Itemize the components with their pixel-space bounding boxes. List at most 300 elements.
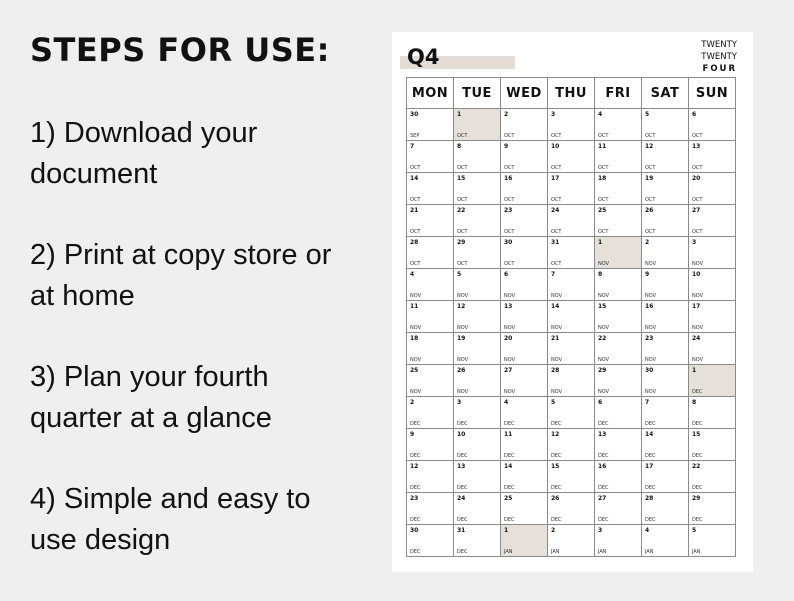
calendar-day-cell [407,205,454,237]
month-label: DEC [645,421,656,427]
calendar-day-cell [548,109,595,141]
calendar-week-row [407,173,736,205]
day-number: 12 [457,303,466,310]
calendar-day-cell [642,205,689,237]
day-number: 15 [551,463,560,470]
month-label: OCT [504,133,515,139]
weekday-mon: MON [407,78,454,109]
day-number: 26 [457,367,466,374]
day-number: 25 [504,495,513,502]
month-label: NOV [692,357,704,363]
month-label: DEC [692,485,703,491]
day-number: 24 [457,495,466,502]
day-number: 27 [692,207,701,214]
calendar-week-row [407,461,736,493]
calendar-day-cell [689,109,736,141]
day-number: 12 [645,143,654,150]
calendar-day-cell [595,237,642,269]
day-number: 7 [645,399,650,406]
year-label [701,39,737,75]
calendar-day-cell [548,397,595,429]
day-number: 17 [692,303,701,310]
day-number: 19 [645,175,654,182]
calendar-day-cell [642,173,689,205]
day-number: 23 [410,495,419,502]
month-label: OCT [457,133,468,139]
day-number: 9 [504,143,509,150]
day-number: 24 [551,207,560,214]
day-number: 9 [410,431,415,438]
month-label: JAN [598,549,607,555]
calendar-day-cell [689,205,736,237]
calendar-day-cell [501,429,548,461]
calendar-day-cell [595,141,642,173]
calendar-day-cell [407,173,454,205]
day-number: 2 [410,399,415,406]
month-label: OCT [551,197,562,203]
month-label: OCT [410,165,421,171]
day-number: 1 [692,367,697,374]
month-label: OCT [645,229,656,235]
weekday-header-row [407,78,736,109]
month-label: OCT [457,197,468,203]
day-number: 25 [598,207,607,214]
month-label: NOV [598,293,610,299]
calendar-day-cell [689,333,736,365]
month-label: DEC [645,453,656,459]
day-number: 16 [504,175,513,182]
month-label: DEC [410,485,421,491]
day-number: 31 [457,527,466,534]
calendar-day-cell [689,461,736,493]
calendar-day-cell [642,461,689,493]
calendar-day-cell [548,269,595,301]
day-number: 4 [645,527,650,534]
month-label: JAN [551,549,560,555]
month-label: NOV [457,293,469,299]
month-label: DEC [645,517,656,523]
calendar-day-cell [689,365,736,397]
calendar-day-cell [501,301,548,333]
month-label: DEC [504,453,515,459]
day-number: 3 [457,399,462,406]
calendar-day-cell [548,429,595,461]
month-label: OCT [645,197,656,203]
day-number: 14 [410,175,419,182]
month-label: OCT [598,165,609,171]
month-label: DEC [457,421,468,427]
steps-panel [30,30,380,601]
calendar-day-cell [501,333,548,365]
month-label: NOV [692,261,704,267]
calendar-week-row [407,141,736,173]
calendar-day-cell [595,365,642,397]
quarter-title: Q4 [407,45,440,69]
day-number: 6 [692,111,697,118]
month-label: NOV [551,389,563,395]
calendar-day-cell [501,269,548,301]
month-label: JAN [645,549,654,555]
calendar-day-cell [689,237,736,269]
day-number: 15 [692,431,701,438]
month-label: NOV [692,293,704,299]
calendar-day-cell [454,301,501,333]
weekday-sat: SAT [642,78,689,109]
calendar-day-cell [454,365,501,397]
month-label: NOV [551,293,563,299]
day-number: 11 [504,431,513,438]
day-number: 10 [457,431,466,438]
month-label: NOV [504,357,516,363]
day-number: 4 [410,271,415,278]
calendar-day-cell [407,109,454,141]
calendar-day-cell [454,269,501,301]
calendar-day-cell [642,333,689,365]
calendar-day-cell [642,109,689,141]
month-label: DEC [457,485,468,491]
month-label: DEC [457,549,468,555]
day-number: 18 [598,175,607,182]
day-number: 5 [457,271,462,278]
calendar-day-cell [407,429,454,461]
calendar-day-cell [595,109,642,141]
month-label: NOV [410,325,422,331]
day-number: 1 [598,239,603,246]
month-label: NOV [598,261,610,267]
day-number: 28 [410,239,419,246]
calendar-week-row [407,333,736,365]
calendar-day-cell [407,461,454,493]
day-number: 13 [457,463,466,470]
month-label: NOV [504,325,516,331]
calendar-week-row [407,493,736,525]
calendar-week-row [407,397,736,429]
day-number: 3 [598,527,603,534]
day-number: 5 [551,399,556,406]
weekday-tue: TUE [454,78,501,109]
day-number: 13 [504,303,513,310]
month-label: OCT [410,197,421,203]
month-label: DEC [457,517,468,523]
calendar-day-cell [548,237,595,269]
month-label: OCT [598,133,609,139]
calendar-day-cell [501,525,548,557]
month-label: OCT [504,261,515,267]
day-number: 17 [551,175,560,182]
month-label: DEC [692,389,703,395]
step-3: 3) Plan your fourth quarter at a glance [30,361,272,434]
steps-heading: STEPS FOR USE: [30,31,330,69]
day-number: 11 [598,143,607,150]
month-label: DEC [504,421,515,427]
calendar-day-cell [501,205,548,237]
calendar-day-cell [595,173,642,205]
month-label: NOV [598,389,610,395]
calendar-day-cell [501,461,548,493]
month-label: NOV [645,325,657,331]
day-number: 29 [457,239,466,246]
month-label: NOV [504,293,516,299]
weekday-sun: SUN [689,78,736,109]
month-label: DEC [692,453,703,459]
calendar-day-cell [454,173,501,205]
calendar-day-cell [501,173,548,205]
day-number: 14 [551,303,560,310]
month-label: OCT [551,261,562,267]
month-label: DEC [410,453,421,459]
calendar-day-cell [595,429,642,461]
day-number: 14 [504,463,513,470]
calendar-day-cell [407,397,454,429]
calendar-day-cell [454,333,501,365]
month-label: DEC [410,517,421,523]
weekday-wed: WED [501,78,548,109]
weekday-thu: THU [548,78,595,109]
month-label: NOV [410,293,422,299]
day-number: 1 [457,111,462,118]
day-number: 20 [692,175,701,182]
calendar-week-row [407,365,736,397]
day-number: 3 [551,111,556,118]
calendar-day-cell [454,237,501,269]
day-number: 29 [692,495,701,502]
month-label: DEC [410,549,421,555]
calendar-day-cell [548,205,595,237]
day-number: 30 [410,527,419,534]
day-number: 28 [551,367,560,374]
calendar-day-cell [642,141,689,173]
calendar-day-cell [689,301,736,333]
day-number: 21 [551,335,560,342]
day-number: 16 [598,463,607,470]
month-label: NOV [692,325,704,331]
month-label: DEC [551,517,562,523]
month-label: NOV [410,357,422,363]
day-number: 10 [692,271,701,278]
calendar-day-cell [595,397,642,429]
year-line-3: FOUR [702,64,737,74]
day-number: 4 [504,399,509,406]
month-label: DEC [692,421,703,427]
month-label: NOV [645,389,657,395]
day-number: 22 [598,335,607,342]
day-number: 4 [598,111,603,118]
day-number: 7 [410,143,415,150]
calendar-day-cell [595,269,642,301]
calendar-day-cell [501,237,548,269]
day-number: 8 [692,399,697,406]
month-label: DEC [551,421,562,427]
day-number: 27 [504,367,513,374]
step-2: 2) Print at copy store or at home [30,239,332,312]
calendar-day-cell [689,269,736,301]
day-number: 8 [598,271,603,278]
step-4: 4) Simple and easy to use design [30,483,311,556]
calendar-day-cell [407,365,454,397]
month-label: OCT [692,165,703,171]
day-number: 1 [504,527,509,534]
month-label: OCT [504,197,515,203]
month-label: OCT [692,229,703,235]
day-number: 12 [551,431,560,438]
calendar-week-row [407,525,736,557]
calendar-day-cell [595,301,642,333]
day-number: 14 [645,431,654,438]
calendar-day-cell [642,525,689,557]
calendar-day-cell [548,493,595,525]
calendar-week-row [407,205,736,237]
month-label: SEP [410,133,420,139]
calendar-day-cell [454,525,501,557]
month-label: DEC [410,421,421,427]
month-label: OCT [645,133,656,139]
month-label: DEC [504,517,515,523]
month-label: OCT [551,133,562,139]
month-label: DEC [598,485,609,491]
calendar-day-cell [595,461,642,493]
month-label: OCT [504,229,515,235]
calendar-day-cell [548,333,595,365]
day-number: 22 [457,207,466,214]
month-label: DEC [551,485,562,491]
calendar-day-cell [501,493,548,525]
day-number: 6 [504,271,509,278]
calendar-day-cell [642,269,689,301]
calendar-day-cell [407,525,454,557]
month-label: DEC [598,421,609,427]
calendar-day-cell [689,493,736,525]
month-label: NOV [457,357,469,363]
day-number: 18 [410,335,419,342]
month-label: NOV [645,293,657,299]
month-label: NOV [551,325,563,331]
calendar-day-cell [642,493,689,525]
day-number: 23 [645,335,654,342]
month-label: NOV [551,357,563,363]
month-label: OCT [504,165,515,171]
month-label: OCT [457,229,468,235]
month-label: OCT [410,261,421,267]
month-label: NOV [598,325,610,331]
calendar-day-cell [407,493,454,525]
calendar-day-cell [454,461,501,493]
calendar-day-cell [689,525,736,557]
calendar-day-cell [454,429,501,461]
day-number: 23 [504,207,513,214]
month-label: DEC [551,453,562,459]
day-number: 30 [645,367,654,374]
month-label: OCT [410,229,421,235]
calendar-day-cell [407,237,454,269]
month-label: OCT [457,165,468,171]
calendar-day-cell [501,397,548,429]
calendar-day-cell [407,301,454,333]
calendar-week-row [407,237,736,269]
day-number: 30 [504,239,513,246]
day-number: 15 [457,175,466,182]
calendar-day-cell [454,141,501,173]
month-label: NOV [457,389,469,395]
calendar-day-cell [642,237,689,269]
calendar-day-cell [454,493,501,525]
month-label: DEC [598,453,609,459]
calendar-day-cell [689,429,736,461]
calendar-week-row [407,269,736,301]
day-number: 17 [645,463,654,470]
calendar-day-cell [595,205,642,237]
month-label: NOV [598,357,610,363]
day-number: 28 [645,495,654,502]
calendar-day-cell [642,397,689,429]
day-number: 13 [598,431,607,438]
day-number: 27 [598,495,607,502]
day-number: 13 [692,143,701,150]
calendar-day-cell [548,301,595,333]
month-label: OCT [598,229,609,235]
month-label: NOV [457,325,469,331]
day-number: 10 [551,143,560,150]
day-number: 16 [645,303,654,310]
day-number: 25 [410,367,419,374]
day-number: 6 [598,399,603,406]
month-label: JAN [692,549,701,555]
calendar-day-cell [407,269,454,301]
day-number: 26 [645,207,654,214]
month-label: DEC [598,517,609,523]
month-label: OCT [551,229,562,235]
day-number: 2 [645,239,650,246]
day-number: 22 [692,463,701,470]
month-label: DEC [645,485,656,491]
month-label: NOV [645,357,657,363]
weekday-fri: FRI [595,78,642,109]
calendar-day-cell [501,365,548,397]
calendar-day-cell [501,141,548,173]
day-number: 20 [504,335,513,342]
calendar-day-cell [548,365,595,397]
calendar-day-cell [548,461,595,493]
month-label: DEC [504,485,515,491]
calendar-day-cell [548,141,595,173]
calendar-day-cell [407,333,454,365]
day-number: 29 [598,367,607,374]
calendar-day-cell [595,333,642,365]
calendar-day-cell [689,397,736,429]
day-number: 9 [645,271,650,278]
calendar-day-cell [642,429,689,461]
calendar-week-row [407,109,736,141]
month-label: DEC [692,517,703,523]
year-line-2: TWENTY [701,52,737,62]
calendar-day-cell [595,525,642,557]
month-label: NOV [504,389,516,395]
calendar-day-cell [501,109,548,141]
month-label: JAN [504,549,513,555]
month-label: OCT [457,261,468,267]
day-number: 31 [551,239,560,246]
month-label: NOV [410,389,422,395]
month-label: OCT [692,197,703,203]
calendar-day-cell [454,205,501,237]
month-label: OCT [645,165,656,171]
calendar-week-row [407,301,736,333]
day-number: 12 [410,463,419,470]
calendar-day-cell [642,365,689,397]
day-number: 2 [504,111,509,118]
day-number: 15 [598,303,607,310]
day-number: 5 [692,527,697,534]
step-1: 1) Download your document [30,117,258,190]
